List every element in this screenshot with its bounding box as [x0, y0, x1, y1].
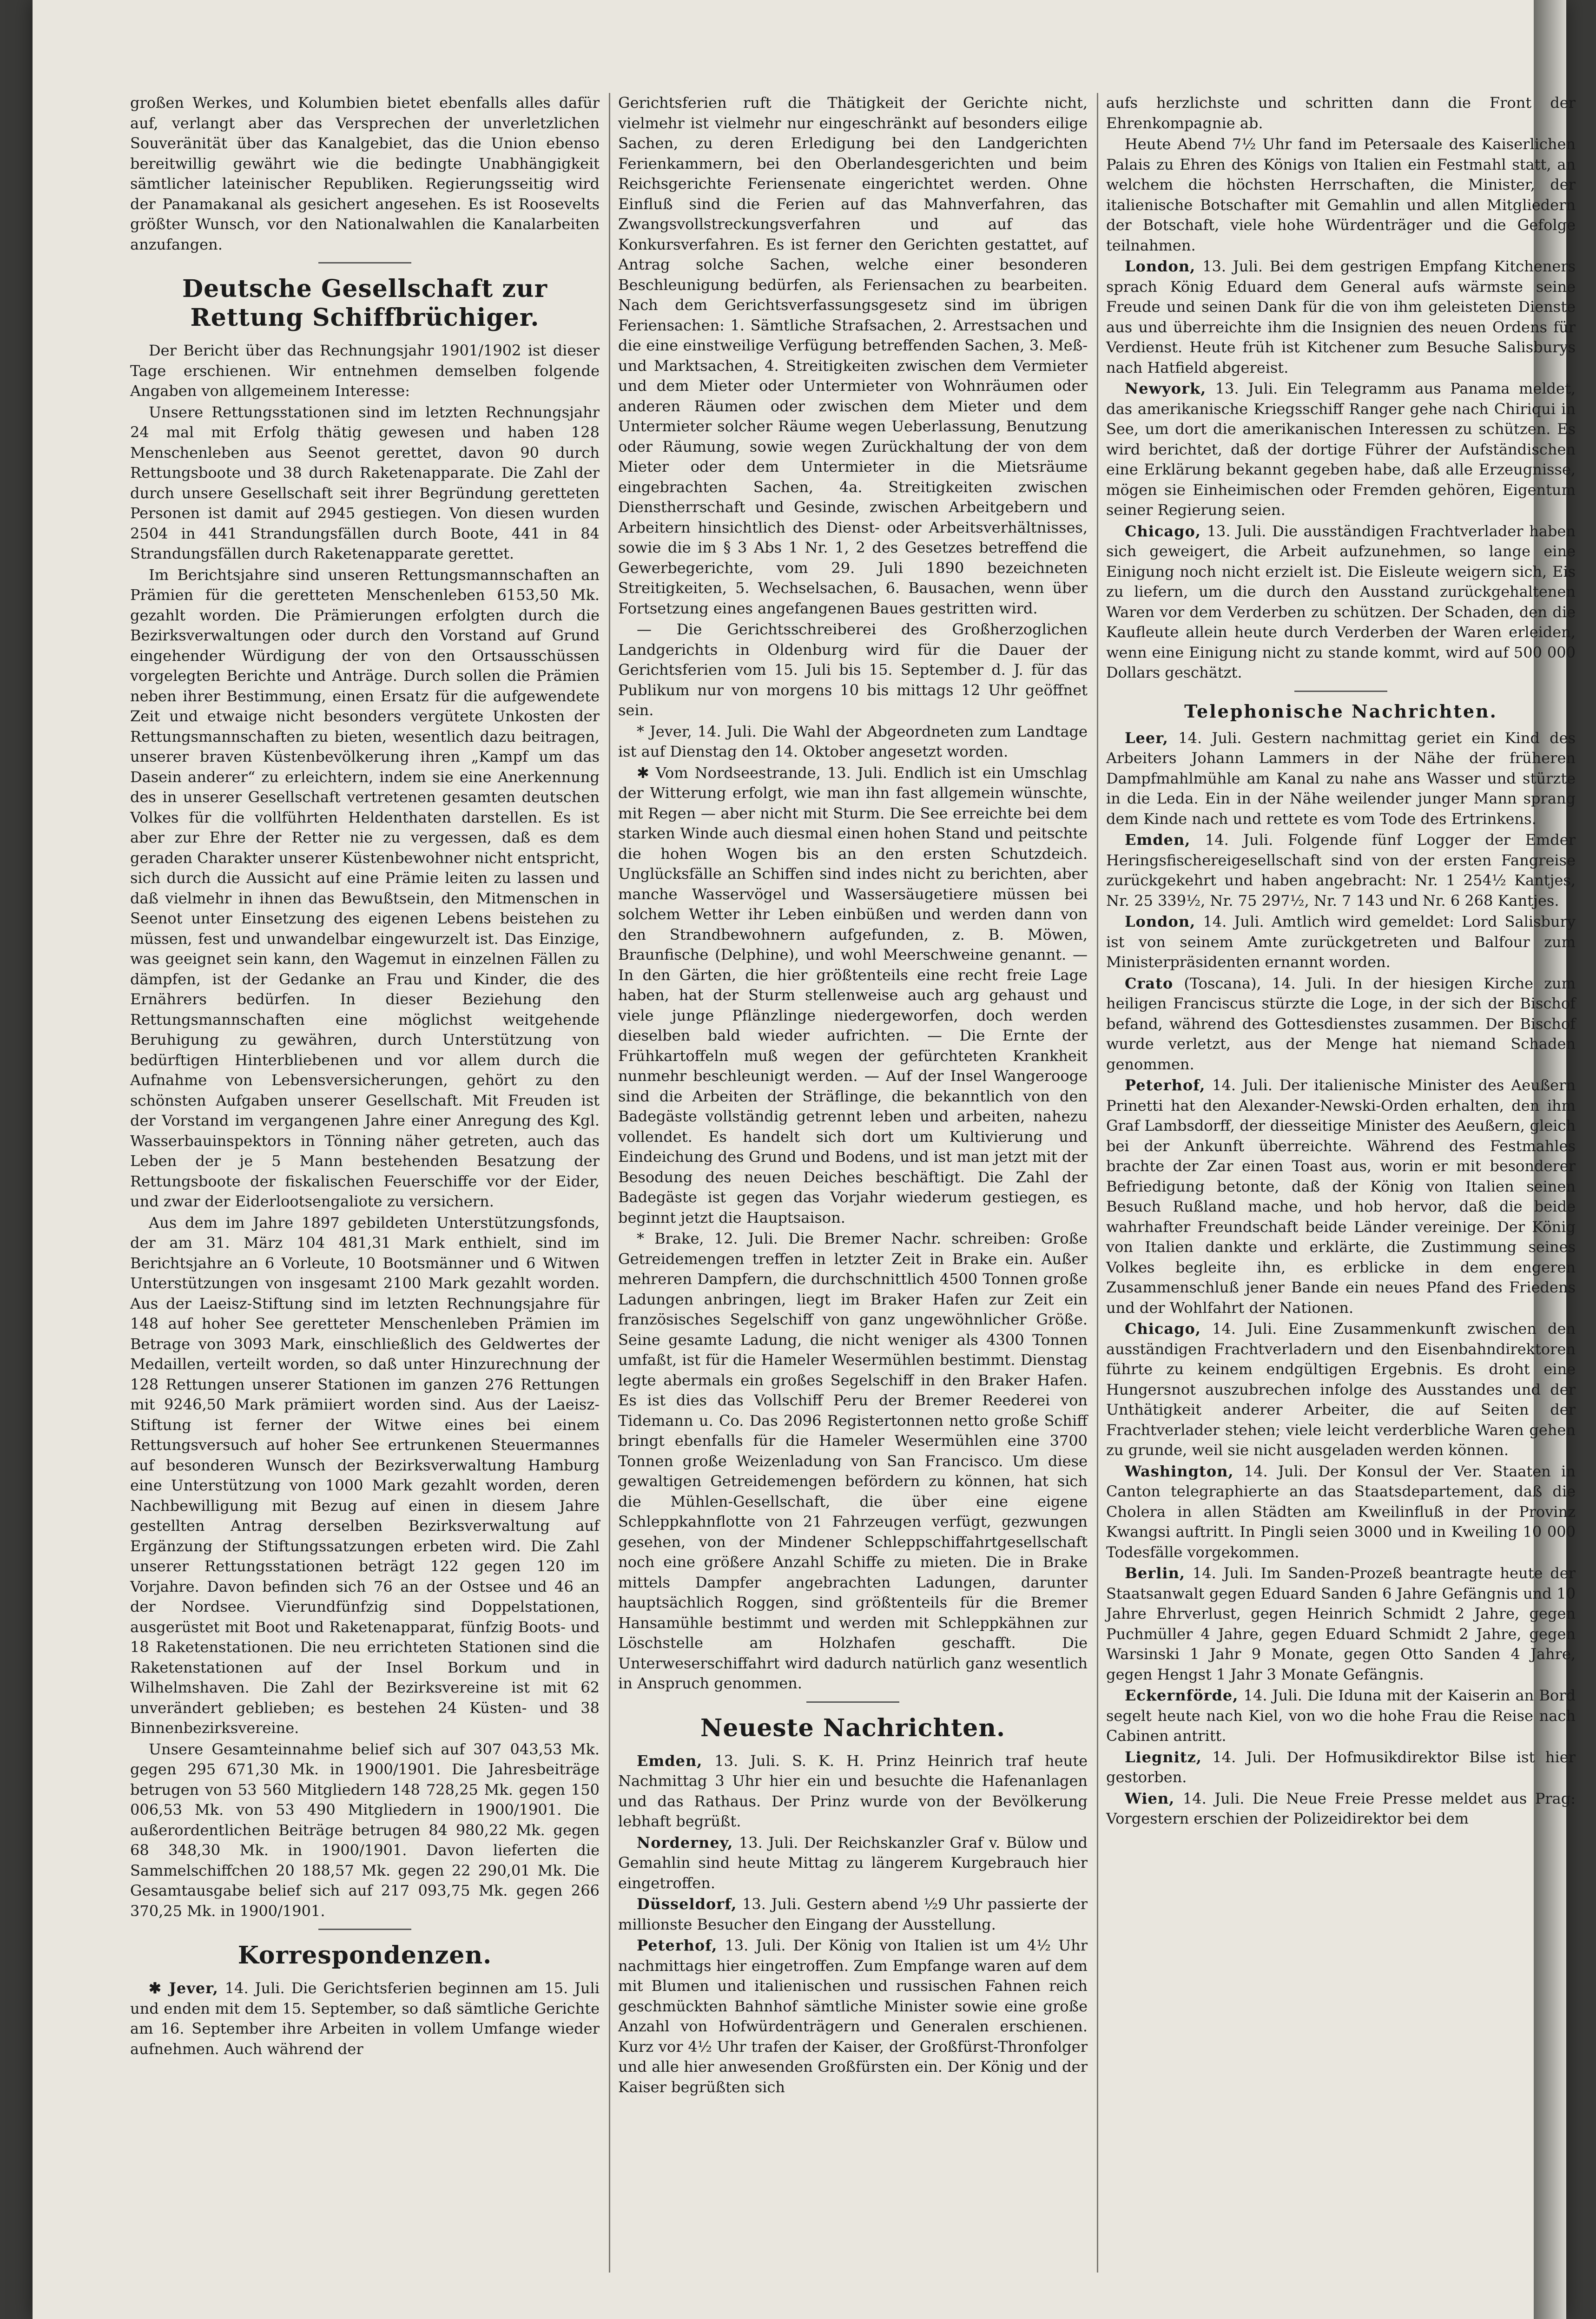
place-name: Peterhof, [1125, 1076, 1206, 1094]
news-item [1106, 257, 1576, 378]
paragraph: Heute Abend 7½ Uhr fand im Petersaale des Kaiserlichen Palais zu Ehren des Königs von Italien ein Festmahl statt, an welchem die höchsten Herrschaften, die Minister, der italienische Botschafter mit Gemahlin und allen Mitgliedern der Botschaft, viele hohe Würdenträger und die Gefolge teilnahmen. [1106, 135, 1576, 254]
news-text: 13. Juli. S. K. H. Prinz Heinrich traf heute Nachmittag 3 Uhr hier ein und besuchte die Hafenanlagen und das Rathaus. Der Prinz wurde von der Bevölkerung lebhaft begrüßt. [618, 1752, 1088, 1830]
place-name: Berlin, [1125, 1564, 1185, 1582]
paragraph: Gerichtsferien ruft die Thätigkeit der Gerichte nicht, vielmehr ist vielmehr nur eingeschränkt auf besonders eilige Sachen, zu deren Erledigung bei den Landgerichten Ferienkammern, bei den Oberlandesgerichten und beim Reichsgerichte Feriensenate eingerichtet werden. Ohne Einfluß sind die Ferien auf das Mahnverfahren, das Zwangsvollstreckungsverfahren und auf das Konkursverfahren. Es ist ferner den Gerichten gestattet, auf Antrag solche Sachen, welche einer besonderen Beschleunigung bedürfen, als Feriensachen zu bearbeiten. Nach dem Gerichtsverfassungsgesetz sind im übrigen Feriensachen: 1. Sämtliche Strafsachen, 2. Arrestsachen und die eine einstweilige Verfügung betreffenden Sachen, 3. Meß- und Marktsachen, 4. Streitigkeiten zwischen dem Vermieter und dem Mieter oder Untermieter von Wohnräumen oder anderen Räumen oder zwischen dem Mieter und dem Untermieter solcher Räume wegen Ueberlassung, Benutzung oder Räumung, sowie wegen Zurückhaltung der von dem Mieter oder dem Untermieter in die Mietsräume eingebrachten Sachen, 4a. Streitigkeiten zwischen Dienstherrschaft und Gesinde, zwischen Arbeitgebern und Arbeitern hinsichtlich des Dienst- oder Arbeitsverhältnisses, sowie die im § 3 Abs 1 Nr. 1, 2 des Gesetzes betreffend die Gewerbegerichte, vom 29. Juli 1890 bezeichneten Streitigkeiten, 5. Wechselsachen, 6. Bausachen, wenn über Fortsetzung eines angefangenen Baues gestritten wird. [618, 94, 1088, 617]
separator [806, 1701, 899, 1703]
news-text: 13. Juli. Die ausständigen Frachtverlader haben sich geweigert, die Arbeit aufzunehmen, so lange eine Einigung noch nicht erzielt ist. Die Eisleute weigern sich, Eis zu liefern, um die durch den Ausstand zurückgehaltenen Waren vor dem Verderben zu schützen. Der Schaden, den die Kaufleute allein heute durch Verderben der Waren erleiden, wenn eine Einigung nicht zu stande kommt, wird auf 500 000 Dollars geschätzt. [1106, 522, 1576, 681]
place-name: Chicago, [1125, 1320, 1201, 1337]
news-text: 14. Juli. Der Konsul der Ver. Staaten in Canton telegraphierte an das Staatsdepartement, daß die Cholera in allen Städten am Kweilinfluß in der Provinz Kwangsi auftritt. In Pingli seien 3000 und in Kweiling 10 000 Todesfälle vorgekommen. [1106, 1462, 1576, 1561]
place-name: Eckernförde, [1125, 1687, 1239, 1704]
place-name: Newyork, [1125, 380, 1207, 397]
news-text: 13. Juli. Ein Telegramm aus Panama meldet, das amerikanische Kriegsschiff Ranger gehe nach Chiriqui in See, um dort die amerikanischen Interessen zu schützen. Es wird berichtet, daß der dortige Führer der Aufständischen eine Erklärung bekannt gegeben habe, daß alle Erzeugnisse, mögen sie Einheimischen oder Fremden gehören, Eigentum seiner Regierung seien. [1106, 380, 1576, 519]
news-text: 13. Juli. Der Reichskanzler Graf v. Bülow und Gemahlin sind heute Mittag zu längerem Kurgebrauch hier eingetroffen. [618, 1833, 1088, 1892]
place-name: Wien, [1125, 1789, 1175, 1807]
paragraph: * Jever, 14. Juli. Die Wahl der Abgeordneten zum Landtage ist auf Dienstag den 14. Oktober angesetzt worden. [618, 722, 1088, 760]
paragraph: Unsere Rettungsstationen sind im letzten Rechnungsjahr 24 mal mit Erfolg thätig gewesen und haben 128 Menschenleben aus Seenot gerettet, davon 90 durch Rettungsboote und 38 durch Raketenapparate. Die Zahl der durch unsere Gesellschaft seit ihrer Begründung geretteten Personen ist damit auf 2945 gestiegen. Von diesen wurden 2504 in 441 Strandungsfällen durch Boote, 441 in 84 Strandungsfällen durch Raketenapparate gerettet. [130, 403, 600, 562]
news-item [1106, 521, 1576, 683]
place-name: London, [1125, 913, 1196, 930]
paragraph: aufs herzlichste und schritten dann die Front der Ehrenkompagnie ab. [1106, 94, 1576, 132]
column-rule [1097, 93, 1098, 2273]
news-text: 14. Juli. Die Neue Freie Presse meldet aus Prag: Vorgestern erschien der Polizeidirektor bei dem [1106, 1789, 1576, 1827]
news-item [618, 1751, 1088, 1832]
column-2 [618, 93, 1088, 2098]
separator [318, 1929, 411, 1930]
news-text: (Toscana), 14. Juli. In der hiesigen Kirche zum heiligen Franciscus stürzte die Loge, in der sich der Bischof befand, während des Gottesdienstes zusammen. Der Bischof wurde verletzt, aus der Menge hat niemand Schaden genommen. [1106, 974, 1576, 1073]
column-1 [130, 93, 600, 2060]
paragraph: * Brake, 12. Juli. Die Bremer Nachr. schreiben: Große Getreidemengen treffen in letzter Zeit in Brake ein. Außer mehreren Dampfern, die durchschnittlich 4500 Tonnen große Ladungen anbringen, liegt im Braker Hafen zur Zeit ein französisches Segelschiff von ganz ungewöhnlicher Größe. Seine gesamte Ladung, die nicht weniger als 4300 Tonnen umfaßt, ist für die Hameler Wesermühlen bestimmt. Dienstag legte abermals ein großes Segelschiff in den Braker Hafen. Es ist dies das Vollschiff Peru der Bremer Reederei von Tidemann u. Co. Das 2096 Registertonnen netto große Schiff bringt ebenfalls für die Hameler Wesermühlen eine 3700 Tonnen große Weizenladung von San Francisco. Um diese gewaltigen Getreidemengen befördern zu können, hat sich die Mühlen-Gesellschaft, die über eine eigene Schleppkahnflotte von 21 Fahrzeugen verfügt, gezwungen gesehen, von der Mindener Schleppschiffahrtgesellschaft noch eine größere Anzahl Schiffe zu mieten. Die in Brake mittels Dampfer angebrachten Ladungen, darunter hauptsächlich Roggen, sind größtenteils für die Bremer Hansamühle bestimmt und werden mit Schleppkähnen zur Löschstelle am Holzhafen geschafft. Die Unterweserschiffahrt wird dadurch natürlich ganz wesentlich in Anspruch genommen. [618, 1230, 1088, 1692]
news-text: 14. Juli. Amtlich wird gemeldet: Lord Salisbury ist von seinem Amte zurückgetreten und Balfour zum Ministerpräsidenten ernannt worden. [1106, 913, 1576, 971]
article-heading: Deutsche Gesellschaft zur Rettung Schiffbrüchiger. [182, 275, 547, 332]
column-3 [1106, 93, 1576, 1830]
news-item [1106, 974, 1576, 1075]
news-item [130, 1978, 600, 2059]
news-item [1106, 1789, 1576, 1829]
news-text: 13. Juli. Der König von Italien ist um 4½ Uhr nachmittags hier eingetroffen. Zum Empfange waren auf dem mit Blumen und italienischen und russischen Fahnen reich geschmückten Bahnhof sämtliche Minister sowie eine große Anzahl von Hofwürdenträgern und Generalen erschienen. Kurz vor 4½ Uhr trafen der Kaiser, der Großfürst-Thronfolger und alle hier anwesenden Großfürsten ein. Der König und der Kaiser begrüßten sich [618, 1937, 1088, 2096]
place-name: Crato [1125, 974, 1174, 992]
place-name: Peterhof, [637, 1937, 718, 1954]
news-item [618, 1936, 1088, 2097]
news-item [1106, 1747, 1576, 1788]
news-item [1106, 1462, 1576, 1563]
section-heading: Korrespondenzen. [237, 1941, 492, 1970]
place-name: Emden, [637, 1752, 703, 1770]
separator [1294, 691, 1387, 692]
news-item [1106, 728, 1576, 830]
news-item [1106, 830, 1576, 911]
section-heading: Neueste Nachrichten. [700, 1713, 1006, 1742]
place-name: Leer, [1125, 729, 1168, 747]
place-name: Chicago, [1125, 522, 1201, 540]
news-item [1106, 1563, 1576, 1685]
news-text: 14. Juli. Die Gerichtsferien beginnen am 15. Juli und enden mit dem 15. September, so daß sämtliche Gerichte am 16. September ihre Arbeiten in vollem Umfange wieder aufnehmen. Auch während der [130, 1979, 600, 2058]
news-item [618, 1833, 1088, 1894]
news-text: 14. Juli. Der Hofmusikdirektor Bilse ist hier gestorben. [1106, 1748, 1576, 1786]
place-name: Emden, [1125, 831, 1191, 849]
column-rule [609, 93, 610, 2273]
paragraph: — Die Gerichtsschreiberei des Großherzoglichen Landgerichts in Oldenburg wird für die Dauer der Gerichtsferien vom 15. Juli bis 15. September d. J. für das Publikum nur von morgens 10 bis mittags 12 Uhr geöffnet sein. [618, 620, 1088, 719]
place-name: Liegnitz, [1125, 1748, 1202, 1766]
paragraph: Im Berichtsjahre sind unseren Rettungsmannschaften an Prämien für die geretteten Menschenleben 6153,50 Mk. gezahlt worden. Die Prämierungen erfolgten durch die Bezirksverwaltungen oder durch den Vorstand auf Grund eingehender Würdigung der von den Ortsausschüssen vorgelegten Berichte und Anträge. Durch sollen die Prämien neben ihrer Bestimmung, einen Ersatz für die aufgewendete Zeit und etwaige nicht besonders vergütete Unkosten der Rettungsmannschaften zu bieten, wesentlich dazu beitragen, unserer braven Küstenbevölkerung ihren „Kampf um das Dasein anderer“ zu erleichtern, indem sie eine Anerkennung des in unserer Gesellschaft vertretenen gesamten deutschen Volkes für die vollführten Heldenthaten darstellen. Es ist aber zur Ehre der Retter nie zu vergessen, daß es dem geraden Charakter unserer Küstenbewohner nicht entspricht, sich durch die Aussicht auf eine Prämie leiten zu lassen und daß vielmehr in ihnen das Bewußtsein, den Mitmenschen in Seenot unter Einsetzung des eigenen Lebens beistehen zu müssen, fest und unwandelbar eingewurzelt ist. Das Einzige, was geeignet sein kann, den Wagemut in einzelnen Fällen zu dämpfen, ist der Gedanke an Frau und Kinder, die des Ernährers bedürfen. In dieser Beziehung den Rettungsmannschaften eine möglichst weitgehende Beruhigung zu gewähren, durch Unterstützung von bedürftigen Hinterbliebenen und vor allem durch die Aufnahme von Lebensversicherungen, gehört zu den schönsten Aufgaben unserer Gesellschaft. Mit Freuden ist der Vorstand im vergangenen Jahre einer Anregung des Kgl. Wasserbauinspektors in Tönning näher getreten, auch das Leben der je 5 Mann bestehenden Besatzung der Rettungsboote der fiskalischen Feuerschiffe vor der Eider, und zwar der Eiderlootsengaliote zu versichern. [130, 566, 600, 1210]
news-item [1106, 912, 1576, 973]
paragraph: Aus dem im Jahre 1897 gebildeten Unterstützungsfonds, der am 31. März 104 481,31 Mark enthielt, sind im Berichtsjahre an 6 Vorleute, 10 Bootsmänner und 6 Witwen Unterstützungen von insgesamt 2100 Mark gezahlt worden. Aus der Laeisz-Stiftung sind im letzten Rechnungsjahre für 148 auf hoher See geretteter Menschenleben Prämien im Betrage von 3093 Mark, einschließlich des Geldwertes der Medaillen, verteilt worden, so daß unter Hinzurechnung der 128 Rettungen unserer Stationen im ganzen 276 Rettungen mit 9246,50 Mark prämiiert worden sind. Aus der Laeisz-Stiftung ist ferner der Witwe eines bei einem Rettungsversuch auf hoher See ertrunkenen Steuermannes auf besonderen Wunsch der Bezirksverwaltung Hamburg eine Unterstützung von 1000 Mark gezahlt worden, deren Nachbewilligung mit Bezug auf einen in diesem Jahre gestellten Antrag derselben Bezirksverwaltung auf Ergänzung der Stiftungssatzungen erbeten wird. Die Zahl unserer Rettungsstationen beträgt 122 gegen 120 im Vorjahre. Davon befinden sich 76 an der Ostsee und 46 an der Nordsee. Vierundfünfzig sind Doppelstationen, ausgerüstet mit Boot und Raketenapparat, fünfzig Boots- und 18 Raketenstationen. Die neu errichteten Stationen sind die Raketenstationen auf der Insel Borkum und in Wilhelmshaven. Die Zahl der Bezirksvereine ist mit 62 unverändert geblieben; es bestehen 24 Küsten- und 38 Binnenbezirksvereine. [130, 1213, 600, 1737]
news-text: 14. Juli. Der italienische Minister des Aeußern Prinetti hat den Alexander-Newski-Orden erhalten, den ihm Graf Lambsdorff, der diesseitige Minister des Aeußern, gleich bei der Ankunft überreichte. Während des Festmahles brachte der Zar einen Toast aus, worin er mit besonderer Befriedigung betonte, daß der König von Italien seinen Besuch Rußland mache, und hob hervor, daß die beide wahrhafter Freundschaft beide Länder vereinige. Der König von Italien dankte und erklärte, die Zustimmung seines Volkes begleite ihn, es erblicke in dem engeren Zusammenschluß jener Bande ein neues Pfand des Friedens und der Wohlfahrt der Nationen. [1106, 1076, 1576, 1317]
news-text: 14. Juli. Im Sanden-Prozeß beantragte heute der Staatsanwalt gegen Eduard Sanden 6 Jahre Gefängnis und 10 Jahre Ehrverlust, gegen Heinrich Schmidt 2 Jahre, gegen Puchmüller 4 Jahre, gegen Eduard Schmidt 2 Jahre, gegen Warsinski 1 Jahr 9 Monate, gegen Otto Sanden 4 Jahre, gegen Hengst 1 Jahr 3 Monate Gefängnis. [1106, 1564, 1576, 1683]
place-name: Norderney, [637, 1833, 733, 1851]
place-name: Washington, [1125, 1462, 1234, 1480]
place-name: London, [1125, 257, 1196, 275]
paragraph: ✱ Vom Nordseestrande, 13. Juli. Endlich ist ein Umschlag der Witterung erfolgt, wie man ihn fast allgemein wünschte, mit Regen — aber nicht mit Sturm. Die See erreichte bei dem starken Winde auch diesmal einen hohen Stand und peitschte die hohen Wogen bis an den ersten Schutzdeich. Unglücksfälle an Schiffen sind indes nicht zu berichten, aber manche Wasservögel und Wassersäugetiere müssen bei solchem Wetter ihr Leben einbüßen und werden dann von den Strandbewohnern aufgefunden, z. B. Möwen, Braunfische (Delphine), und wohl Meerschweine genannt. — In den Gärten, die hier größtenteils eine recht freie Lage haben, hat der Sturm stellenweise auch arg gehaust und viele junge Pflänzlinge niedergeworfen, doch werden dieselben bald wieder aufrichten. — Die Ernte der Frühkartoffeln muß wegen der gefürchteten Krankheit nunmehr beschleunigt werden. — Auf der Insel Wangerooge sind die Arbeiten der Sträflinge, die bekanntlich von den Badegäste vollständig getrennt leben und arbeiten, nahezu vollendet. Es handelt sich dort um Kultivierung und Eindeichung des Grund und Bodens, und ist man jetzt mit der Besodung des neuen Deiches beschäftigt. Die Zahl der Badegäste ist gegen das Vorjahr wiederum gestiegen, es beginnt jetzt die Hauptsaison. [618, 764, 1088, 1226]
news-item [1106, 1686, 1576, 1746]
news-text: 13. Juli. Bei dem gestrigen Empfang Kitcheners sprach König Eduard dem General aufs wärmste seine Freude und seinen Dank für die von ihm geleisteten Dienste aus und überreichte ihm die Insignien des neuen Ordens für Verdienst. Heute früh ist Kitchener zum Besuche Salisburys nach Hatfield abgereist. [1106, 257, 1576, 376]
news-item [618, 1894, 1088, 1935]
article-continuation: großen Werkes, und Kolumbien bietet ebenfalls alles dafür auf, verlangt aber das Versprechen der unverletzlichen Souveränität über das Kanalgebiet, das die Union ebenso bereitwillig gewährt wie die bedingte Unabhängigkeit sämtlicher lateinischer Republiken. Regierungsseitig wird der Panamakanal als gesichert angesehen. Es ist Roosevelts größter Wunsch, vor den Nationalwahlen die Kanalarbeiten anzufangen. [130, 94, 600, 253]
news-item [1106, 379, 1576, 520]
place-name: ✱ Jever, [149, 1979, 218, 1997]
paragraph: Unsere Gesamteinnahme belief sich auf 307 043,53 Mk. gegen 295 671,30 Mk. in 1900/1901. Die Jahresbeiträge betrugen von 53 560 Mitgliedern 148 728,25 Mk. gegen 150 006,53 Mk. von 53 490 Mitgliedern in 1900/1901. Die außerordentlichen Beiträge betrugen 84 980,22 Mk. gegen 68 348,30 Mk. in 1900/1901. Davon lieferten die Sammelschiffchen 20 188,57 Mk. gegen 22 290,01 Mk. Die Gesamtausgabe belief sich auf 217 093,75 Mk. gegen 266 370,25 Mk. in 1900/1901. [130, 1740, 600, 1920]
news-text: 14. Juli. Eine Zusammenkunft zwischen den ausständigen Frachtverladern und den Eisenbahndirektoren führte zu keinem endgültigen Ergebnis. Es droht eine Hungersnot auszubrechen infolge des Ausstandes und der Unthätigkeit anderer Arbeiter, die auf Seiten der Frachtverlader stehen; viele leicht verderbliche Waren gehen zu grunde, weil sie nicht ausgeladen werden können. [1106, 1320, 1576, 1459]
separator [318, 262, 411, 264]
news-text: 14. Juli. Die Iduna mit der Kaiserin an Bord segelt heute nach Kiel, von wo die hohe Frau die Reise nach Cabinen antritt. [1106, 1687, 1576, 1745]
paragraph: Der Bericht über das Rechnungsjahr 1901/1902 ist dieser Tage erschienen. Wir entnehmen demselben folgende Angaben von allgemeinem Interesse: [130, 342, 600, 400]
news-item [1106, 1075, 1576, 1318]
place-name: Düsseldorf, [637, 1895, 737, 1913]
news-item [1106, 1319, 1576, 1461]
news-text: 13. Juli. Gestern abend ½9 Uhr passierte der millionste Besucher den Eingang der Ausstellung. [618, 1895, 1088, 1933]
news-text: 14. Juli. Gestern nachmittag geriet ein Kind des Arbeiters Johann Lammers in der Nähe der früheren Dampfmahlmühle am Kanal zu nahe ans Wasser und stürzte in die Leda. Ein in der Nähe weilender junger Mann sprang dem Kinde nach und rettete es vom Tode des Ertrinkens. [1106, 729, 1576, 828]
section-heading: Telephonische Nachrichten. [1184, 700, 1497, 722]
news-text: 14. Juli. Folgende fünf Logger der Emder Heringsfischereigesellschaft sind von der ersten Fangreise zurückgekehrt und haben angebracht: Nr. 1 254½ Kantjes, Nr. 25 339½, Nr. 75 297½, Nr. 7 143 und Nr. 6 268 Kantjes. [1106, 831, 1576, 909]
